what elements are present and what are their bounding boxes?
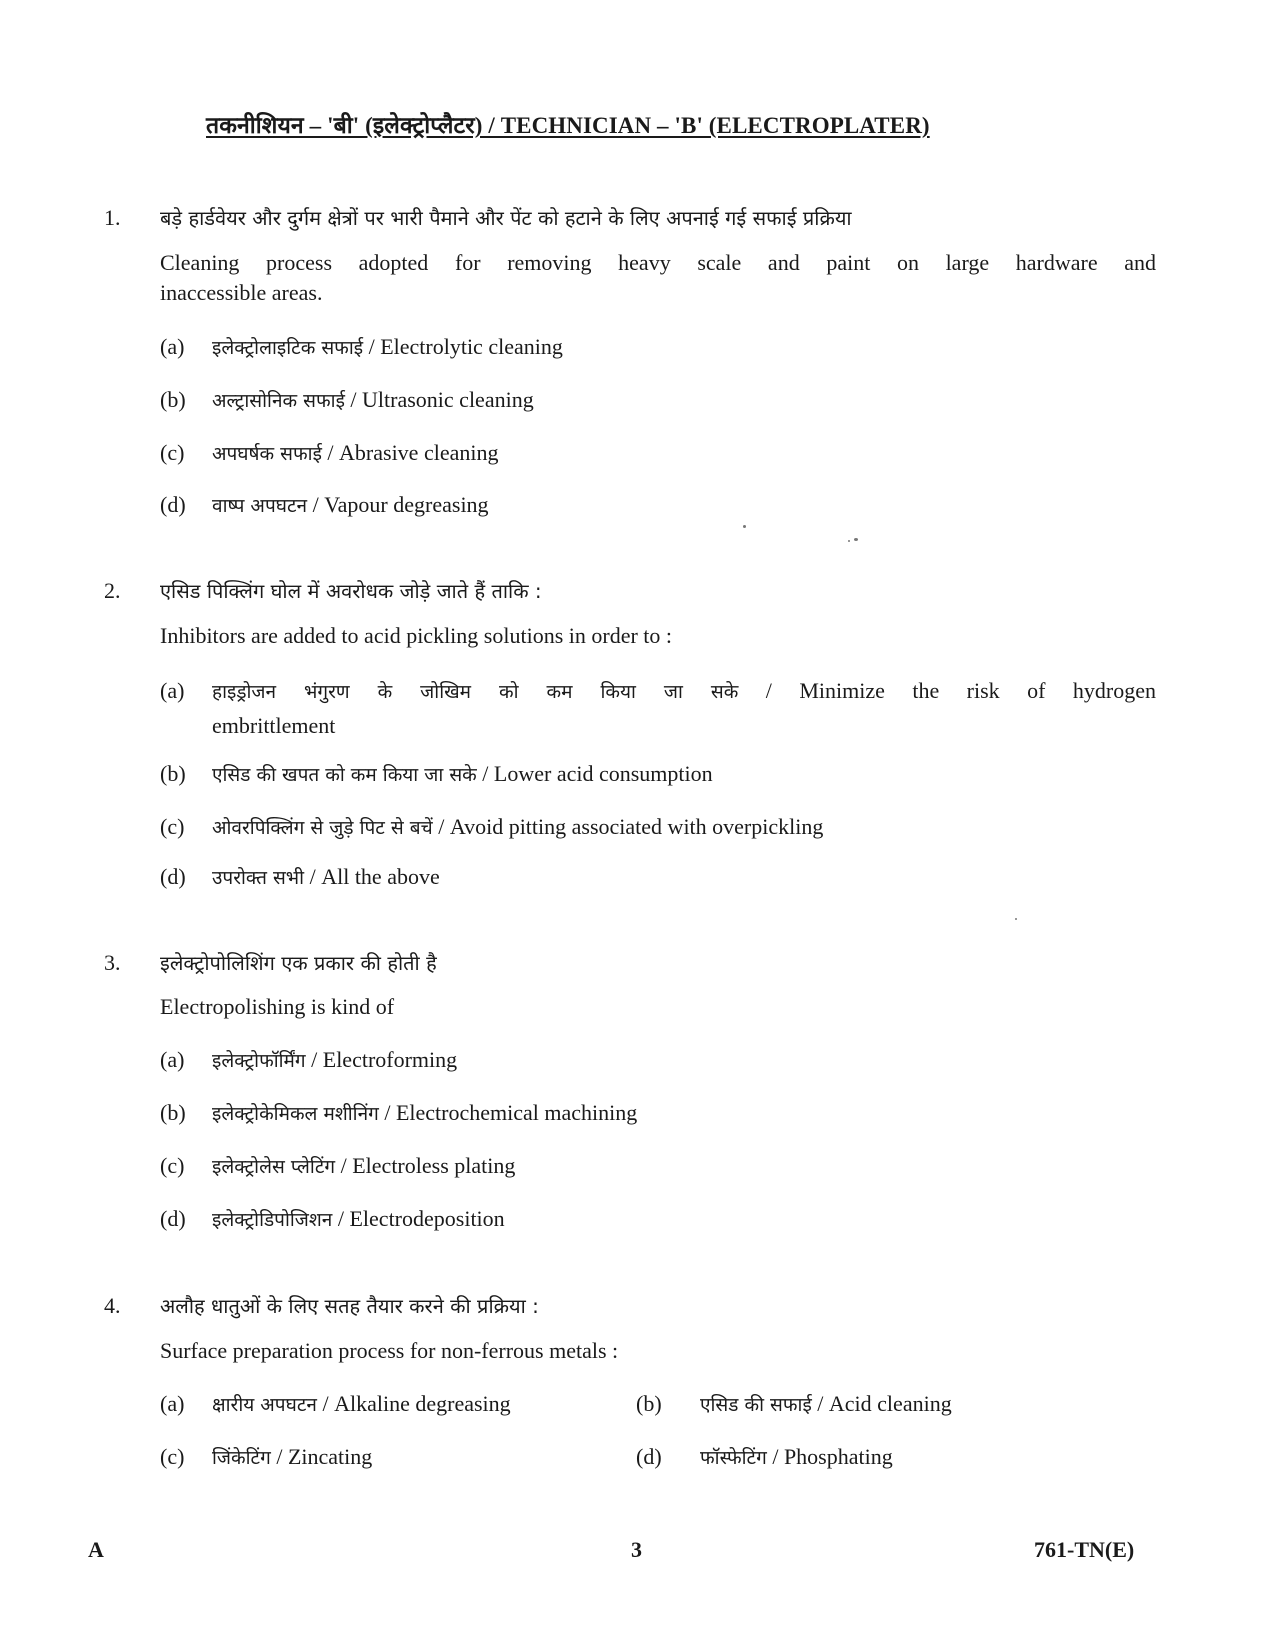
option-text-english: Ultrasonic cleaning	[362, 387, 534, 412]
option-text-hindi: इलेक्ट्रोफॉर्मिंग	[212, 1050, 306, 1072]
question-number: 1.	[104, 205, 121, 230]
option-text-hindi: ओवरपिक्लिंग से जुड़े पिट से बचें	[212, 817, 433, 839]
option-text-english: Zincating	[287, 1444, 373, 1469]
option-text-hindi: इलेक्ट्रोडिपोजिशन	[212, 1209, 333, 1231]
question-text-hindi: अलौह धातुओं के लिए सतह तैयार करने की प्रक्रिया :	[160, 1294, 539, 1318]
option-label: (a)	[160, 1047, 185, 1072]
question-text-english: Surface preparation process for non-ferrous metals :	[160, 1338, 619, 1363]
separator: /	[307, 492, 325, 517]
option-c[interactable]	[212, 814, 823, 840]
option-label: (c)	[160, 1444, 185, 1469]
separator: /	[476, 761, 494, 786]
option-label: (c)	[160, 814, 185, 839]
separator: /	[363, 334, 381, 359]
option-label: (b)	[160, 387, 186, 412]
option-label: (d)	[160, 1206, 186, 1231]
scan-speck	[743, 525, 746, 528]
option-label: (a)	[160, 678, 185, 703]
option-a[interactable]	[212, 334, 563, 360]
question-number: 2.	[104, 578, 121, 603]
separator: /	[344, 387, 363, 412]
option-label: (b)	[636, 1391, 662, 1416]
option-label: (d)	[636, 1444, 662, 1469]
option-text-english: Lower acid consumption	[493, 761, 713, 786]
option-text-hindi: उपरोक्त सभी	[212, 867, 305, 889]
question-text-english: Inhibitors are added to acid pickling solutions in order to :	[160, 623, 673, 648]
option-text-english: Electroless plating	[352, 1153, 516, 1178]
option-b[interactable]	[212, 1100, 637, 1126]
option-text-hindi: अपघर्षक सफाई	[212, 443, 322, 465]
option-d[interactable]	[212, 864, 440, 890]
scan-speck	[854, 538, 858, 541]
option-text-hindi: इलेक्ट्रोलाइटिक सफाई	[212, 337, 364, 359]
option-a[interactable]	[212, 1047, 457, 1073]
option-label: (a)	[160, 1391, 185, 1416]
separator: /	[305, 1047, 323, 1072]
option-text-english: Acid cleaning	[828, 1391, 952, 1416]
separator: /	[304, 864, 322, 889]
option-d[interactable]	[212, 1206, 505, 1232]
option-d[interactable]	[700, 1444, 893, 1470]
option-a[interactable]	[212, 1391, 511, 1417]
section-title: तकनीशियन – 'बी' (इलेक्ट्रोप्लैटर) / TECHNICIAN – 'B' (ELECTROPLATER)	[206, 113, 930, 138]
option-text-hindi: जिंकेटिंग	[212, 1447, 271, 1469]
scan-speck	[1015, 918, 1017, 920]
separator: /	[738, 678, 800, 703]
scan-speck	[848, 540, 850, 542]
question-text-english: Cleaning process adopted for removing heavy scale and paint on large hardware and	[160, 250, 1156, 275]
question-text-hindi: एसिड पिक्लिंग घोल में अवरोधक जोड़े जाते हैं ताकि :	[160, 579, 542, 603]
option-text-hindi: इलेक्ट्रोकेमिकल मशीनिंग	[212, 1103, 379, 1125]
option-text-hindi: क्षारीय अपघटन	[212, 1394, 317, 1416]
option-text-hindi: अल्ट्रासोनिक सफाई	[212, 390, 345, 412]
separator: /	[378, 1100, 396, 1125]
option-label: (a)	[160, 334, 185, 359]
separator: /	[270, 1444, 288, 1469]
option-text-english: Electrolytic cleaning	[380, 334, 563, 359]
option-text-hindi: हाइड्रोजन भंगुरण के जोखिम को कम किया जा सके	[212, 681, 739, 703]
option-b[interactable]	[700, 1391, 952, 1417]
booklet-series: A	[88, 1537, 104, 1562]
option-text-english: Avoid pitting associated with overpickling	[449, 814, 824, 839]
question-text-hindi: बड़े हार्डवेयर और दुर्गम क्षेत्रों पर भारी पैमाने और पेंट को हटाने के लिए अपनाई गई सफाई प्रक्रिया	[160, 206, 852, 230]
option-text-english: Electrodeposition	[349, 1206, 505, 1231]
separator: /	[335, 1153, 353, 1178]
option-text-english: Abrasive cleaning	[339, 440, 499, 465]
separator: /	[811, 1391, 829, 1416]
option-text-hindi: एसिड की सफाई	[700, 1394, 812, 1416]
question-text-english: Electropolishing is kind of	[160, 994, 395, 1019]
option-text-english: Electroforming	[322, 1047, 458, 1072]
option-label: (c)	[160, 1153, 185, 1178]
separator: /	[332, 1206, 350, 1231]
question-number: 3.	[104, 950, 121, 975]
option-label: (d)	[160, 492, 186, 517]
paper-code: 761-TN(E)	[1034, 1537, 1135, 1562]
page-number: 3	[631, 1537, 642, 1562]
option-label: (c)	[160, 440, 185, 465]
separator: /	[321, 440, 340, 465]
option-c[interactable]	[212, 1153, 515, 1179]
option-b[interactable]	[212, 761, 713, 787]
separator: /	[432, 814, 450, 839]
option-label: (b)	[160, 1100, 186, 1125]
option-c[interactable]	[212, 440, 498, 466]
option-text-hindi: वाष्प अपघटन	[212, 495, 308, 517]
option-d[interactable]	[212, 492, 489, 518]
option-text-english: Vapour degreasing	[324, 492, 489, 517]
option-text-english: Alkaline degreasing	[334, 1391, 511, 1416]
option-text-hindi: इलेक्ट्रोलेस प्लेटिंग	[212, 1156, 336, 1178]
option-text-english: All the above	[321, 864, 440, 889]
option-text-english: Phosphating	[783, 1444, 893, 1469]
option-b[interactable]	[212, 387, 534, 413]
option-text-english: Minimize the risk of hydrogen	[799, 678, 1156, 703]
option-a-cont: embrittlement	[212, 713, 336, 738]
option-text-hindi: फॉस्फेटिंग	[700, 1447, 767, 1469]
option-text-hindi: एसिड की खपत को कम किया जा सके	[212, 764, 477, 786]
question-text-hindi: इलेक्ट्रोपोलिशिंग एक प्रकार की होती है	[160, 951, 437, 975]
option-label: (b)	[160, 761, 186, 786]
option-a[interactable]	[212, 678, 1156, 704]
separator: /	[766, 1444, 784, 1469]
option-text-english: Electrochemical machining	[395, 1100, 638, 1125]
separator: /	[316, 1391, 335, 1416]
question-text-english-cont: inaccessible areas.	[160, 280, 323, 305]
option-c[interactable]	[212, 1444, 372, 1470]
option-label: (d)	[160, 864, 186, 889]
question-number: 4.	[104, 1293, 121, 1318]
